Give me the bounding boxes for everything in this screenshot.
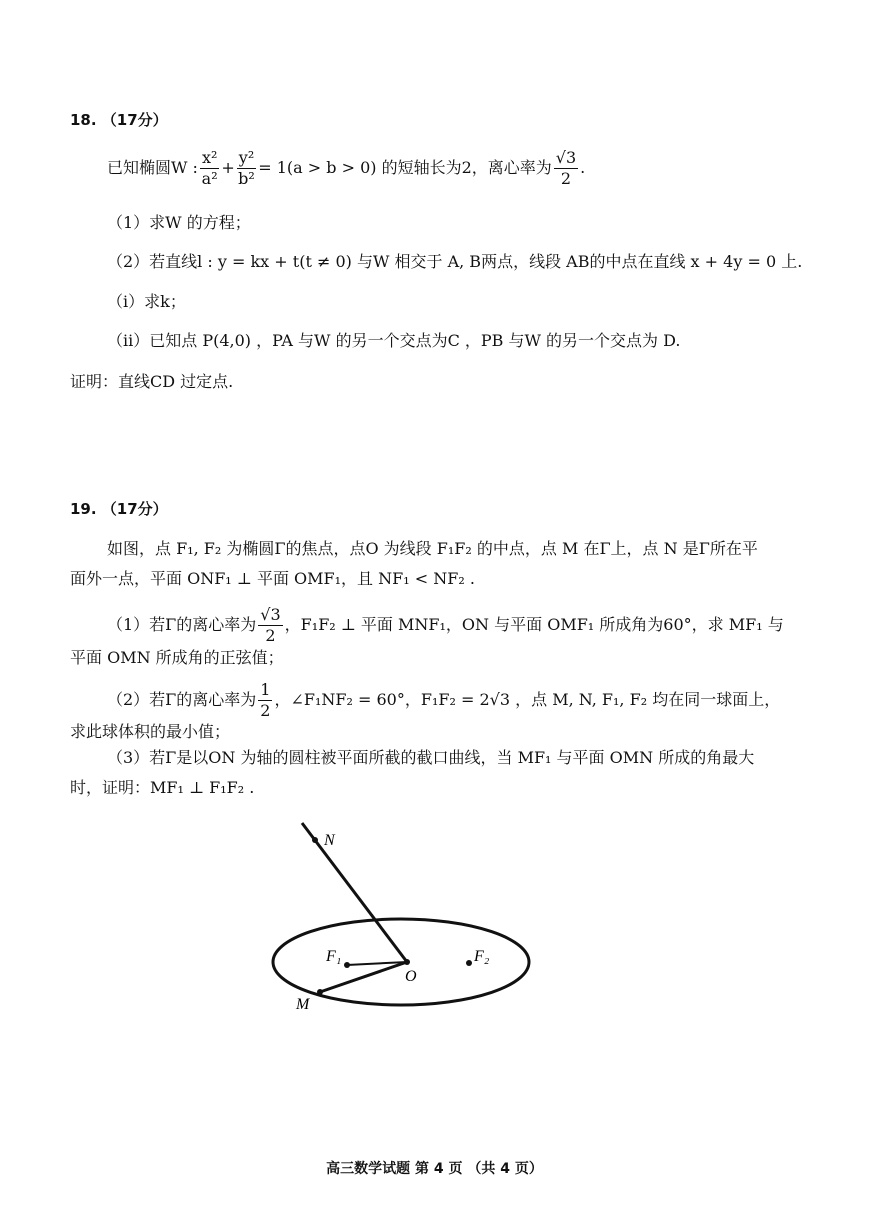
label-f1: F₁	[326, 948, 342, 965]
q19-header: 19. （17分）	[70, 500, 168, 518]
q18-part1: （1）求W 的方程；	[107, 213, 251, 232]
q19-part1-b: ，F₁F₂ ⊥ 平面 MNF₁，ON 与平面 OMF₁ 所成角为60°，求 MF₁ 与	[284, 615, 784, 634]
frac-den: b²	[238, 169, 255, 188]
q18-intro	[107, 148, 585, 189]
q19-part2-frac	[258, 680, 272, 721]
segment-on	[302, 823, 407, 962]
frac-num: √3	[555, 148, 577, 167]
q19-part1-frac	[258, 605, 282, 646]
q18-intro-a: 已知椭圆W :	[107, 158, 198, 177]
point-f1	[344, 962, 350, 968]
q18-part2-ii: （ⅱ）已知点 P(4,0) ，PA 与W 的另一个交点为C ，PB 与W 的另一个交点为 D.	[107, 331, 681, 350]
label-m: M	[296, 996, 310, 1013]
plus-sign: +	[221, 158, 235, 177]
frac-num: 1	[260, 680, 271, 699]
q18-frac-e	[554, 148, 578, 189]
frac-den: 2	[265, 626, 276, 645]
q19-intro-line2: 面外一点，平面 ONF₁ ⊥ 平面 OMF₁，且 NF₁ < NF₂ .	[70, 569, 475, 588]
frac-num: y²	[238, 148, 255, 167]
q19-part2-a: （2）若Γ的离心率为	[107, 690, 257, 709]
q19-part1-a: （1）若Γ的离心率为	[107, 615, 257, 634]
q19-part3-line2: 时，证明：MF₁ ⊥ F₁F₂ .	[70, 778, 255, 797]
page-footer: 高三数学试题 第 4 页 （共 4 页）	[326, 1161, 543, 1177]
ellipse-figure	[260, 815, 550, 1020]
label-o: O	[405, 968, 417, 985]
segment-om	[320, 962, 407, 992]
frac-num: x²	[201, 148, 218, 167]
q18-proof: 证明：直线CD 过定点.	[70, 372, 234, 391]
q19-part2-line2: 求此球体积的最小值；	[70, 722, 231, 741]
q18-header: 18. （17分）	[70, 111, 168, 129]
q19-part2-line1	[107, 680, 780, 721]
label-n: N	[324, 832, 335, 849]
point-f2	[466, 960, 472, 966]
q18-part2: （2）若直线l : y = kx + t(t ≠ 0) 与W 相交于 A, B两点，线段 AB的中点在直线 x + 4y = 0 上.	[107, 252, 803, 271]
q18-intro-b: = 1(a > b > 0) 的短轴长为2，离心率为	[258, 158, 552, 177]
q18-part2-i: （ⅰ）求k；	[107, 292, 186, 311]
q19-part1-line1	[107, 605, 784, 646]
frac-den: 2	[560, 169, 572, 188]
q18-frac-y	[237, 148, 256, 189]
point-m	[317, 989, 323, 995]
frac-num: √3	[260, 605, 281, 624]
frac-den: 2	[260, 701, 271, 720]
q19-part1-line2: 平面 OMN 所成角的正弦值；	[70, 648, 284, 667]
point-o	[404, 959, 410, 965]
period: .	[580, 158, 586, 177]
q18-frac-x	[200, 148, 219, 189]
q19-part2-b: ，∠F₁NF₂ = 60°，F₁F₂ = 2√3 ，点 M, N, F₁, F₂ 均在同一球面上，	[274, 690, 781, 709]
q19-part3-line1: （3）若Γ是以ON 为轴的圆柱被平面所截的截口曲线，当 MF₁ 与平面 OMN 所成的角最大	[107, 748, 755, 767]
q19-intro-line1: 如图，点 F₁, F₂ 为椭圆Γ的焦点，点O 为线段 F₁F₂ 的中点，点 M 在Γ上，点 N 是Γ所在平	[107, 539, 758, 558]
label-f2: F₂	[474, 948, 490, 965]
point-n	[312, 837, 318, 843]
frac-den: a²	[201, 169, 218, 188]
